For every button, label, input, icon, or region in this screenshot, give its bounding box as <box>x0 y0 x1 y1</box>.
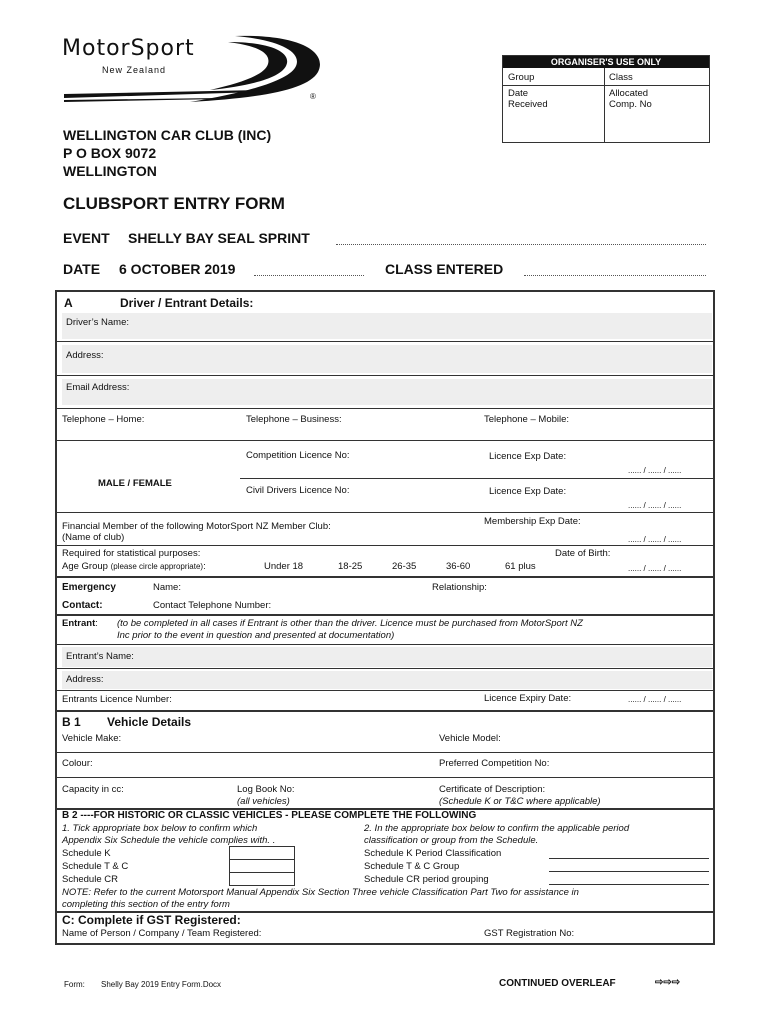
contact-label: Contact: <box>62 600 103 611</box>
sched-cr-period-line[interactable] <box>549 884 709 885</box>
sectionB2-title: B 2 ----FOR HISTORIC OR CLASSIC VEHICLES - PLEASE COMPLETE THE FOLLOWING <box>62 810 477 821</box>
event-value: SHELLY BAY SEAL SPRINT <box>128 230 310 246</box>
emergency-name-label: Name: <box>153 582 181 593</box>
organiser-box <box>502 55 710 143</box>
age-group-label <box>62 561 206 572</box>
address-field[interactable] <box>62 345 712 373</box>
entrant-address-field[interactable] <box>62 671 712 689</box>
driver-name-label: Driver’s Name: <box>66 317 129 328</box>
age-group-colon: : <box>203 561 206 572</box>
age-group-text: Age Group <box>62 561 108 572</box>
footer-form-label: Form: <box>64 980 85 989</box>
dob-label: Date of Birth: <box>555 548 611 559</box>
logbook-label: Log Book No: <box>237 784 295 795</box>
sectionA-letter: A <box>64 296 73 310</box>
age-18-25[interactable]: 18-25 <box>338 561 363 572</box>
b2-left-2: Appendix Six Schedule the vehicle complies with. . <box>62 835 276 846</box>
licence-exp-date-1[interactable]: ...... / ...... / ...... <box>628 466 682 475</box>
licence-exp-date-2[interactable]: ...... / ...... / ...... <box>628 501 682 510</box>
organiser-title: ORGANISER'S USE ONLY <box>503 56 709 68</box>
email-label: Email Address: <box>66 382 130 393</box>
financial-label: Financial Member of the following MotorSport NZ Member Club: <box>62 521 331 532</box>
logo-registered: ® <box>310 92 316 101</box>
dob-date[interactable]: ...... / ...... / ...... <box>628 564 682 573</box>
sched-cr-period-label: Schedule CR period grouping <box>364 874 489 885</box>
organiser-group: Group <box>508 72 535 83</box>
club-box: P O BOX 9072 <box>63 145 157 161</box>
statistical-label: Required for statistical purposes: <box>62 548 201 559</box>
licence-exp-label-2: Licence Exp Date: <box>489 486 567 497</box>
club-city: WELLINGTON <box>63 163 157 179</box>
name-of-club-label: (Name of club) <box>62 532 125 543</box>
tel-business-label: Telephone – Business: <box>246 414 342 425</box>
entrant-note-2: Inc prior to the event in question and presented at documentation) <box>117 630 395 641</box>
emergency-phone-label: Contact Telephone Number: <box>153 600 272 611</box>
motorsport-logo <box>60 32 330 112</box>
membership-exp-date[interactable]: ...... / ...... / ...... <box>628 535 682 544</box>
emergency-label: Emergency <box>62 582 116 593</box>
age-61plus[interactable]: 61 plus <box>505 561 536 572</box>
sectionC-title: C: Complete if GST Registered: <box>62 913 241 927</box>
age-under18[interactable]: Under 18 <box>264 561 304 572</box>
date-line[interactable] <box>254 261 364 276</box>
driver-name-field[interactable] <box>62 313 712 339</box>
entrant-name-field[interactable] <box>62 647 712 667</box>
sectionB1-letter: B 1 <box>62 715 81 729</box>
entrant-label-colon: : <box>95 618 98 629</box>
entrant-label-text: Entrant <box>62 618 96 629</box>
organiser-date-1: Date <box>508 88 529 99</box>
certificate-sub: (Schedule K or T&C where applicable) <box>439 796 601 807</box>
sched-k-period-label: Schedule K Period Classification <box>364 848 502 859</box>
sched-tc-checkbox[interactable] <box>229 859 295 873</box>
organiser-class: Class <box>609 72 633 83</box>
organiser-allocated-1: Allocated <box>609 88 649 99</box>
tel-mobile-label: Telephone – Mobile: <box>484 414 570 425</box>
logbook-sub: (all vehicles) <box>237 796 290 807</box>
gst-number-label: GST Registration No: <box>484 928 575 939</box>
sched-tc-group-label: Schedule T & C Group <box>364 861 460 872</box>
date-label: DATE <box>63 261 101 277</box>
organiser-date-2: Received <box>508 99 548 110</box>
entrant-licence-expiry-date[interactable]: ...... / ...... / ...... <box>628 695 682 704</box>
email-field[interactable] <box>62 379 712 405</box>
b2-note-2: completing this section of the entry form <box>62 899 230 910</box>
age-26-35[interactable]: 26-35 <box>392 561 417 572</box>
pref-comp-label: Preferred Competition No: <box>439 758 550 769</box>
b2-left-1: 1. Tick appropriate box below to confirm which <box>62 823 258 834</box>
event-label: EVENT <box>63 230 110 246</box>
entrant-licence-label: Entrants Licence Number: <box>62 694 172 705</box>
b2-right-2: classification or group from the Schedule. <box>364 835 539 846</box>
event-line[interactable] <box>336 230 706 245</box>
sched-cr-checkbox[interactable] <box>229 872 295 886</box>
entrant-label <box>62 618 98 629</box>
entrant-note-1: (to be completed in all cases if Entrant is other than the driver. Licence must be purchased from MotorSport NZ <box>117 618 583 629</box>
club-name: WELLINGTON CAR CLUB (INC) <box>63 127 272 143</box>
age-group-hint: (please circle appropriate) <box>110 562 204 571</box>
logo-sub: New Zealand <box>102 65 167 75</box>
licence-exp-label-1: Licence Exp Date: <box>489 451 567 462</box>
capacity-label: Capacity in cc: <box>62 784 124 795</box>
colour-label: Colour: <box>62 758 93 769</box>
entrant-name-label: Entrant’s Name: <box>66 651 134 662</box>
entrant-address-label: Address: <box>66 674 104 685</box>
footer-form-name: Shelly Bay 2019 Entry Form.Docx <box>101 980 222 989</box>
gst-name-label: Name of Person / Company / Team Registered: <box>62 928 262 939</box>
sched-k-period-line[interactable] <box>549 858 709 859</box>
date-value: 6 OCTOBER 2019 <box>119 261 236 277</box>
class-entered-line[interactable] <box>524 261 706 276</box>
footer-arrows-icon: ⇨⇨⇨ <box>655 977 681 988</box>
membership-exp-label: Membership Exp Date: <box>484 516 581 527</box>
male-female-label[interactable]: MALE / FEMALE <box>98 478 172 489</box>
sched-k-checkbox[interactable] <box>229 846 295 860</box>
class-entered-label: CLASS ENTERED <box>385 261 504 277</box>
civil-licence-label: Civil Drivers Licence No: <box>246 485 350 496</box>
entrant-licence-expiry-label: Licence Expiry Date: <box>484 693 572 704</box>
vehicle-model-label: Vehicle Model: <box>439 733 501 744</box>
sectionA-title: Driver / Entrant Details: <box>120 296 254 310</box>
logo-brand: MotorSport <box>62 36 195 61</box>
vehicle-make-label: Vehicle Make: <box>62 733 122 744</box>
sched-k-label: Schedule K <box>62 848 111 859</box>
footer-continued: CONTINUED OVERLEAF <box>499 978 616 989</box>
b2-right-1: 2. In the appropriate box below to confirm the applicable period <box>364 823 630 834</box>
form-title: CLUBSPORT ENTRY FORM <box>63 194 285 213</box>
certificate-label: Certificate of Description: <box>439 784 546 795</box>
sched-cr-label: Schedule CR <box>62 874 118 885</box>
comp-licence-label: Competition Licence No: <box>246 450 350 461</box>
emergency-relationship-label: Relationship: <box>432 582 487 593</box>
age-36-60[interactable]: 36-60 <box>446 561 471 572</box>
organiser-allocated-2: Comp. No <box>609 99 652 110</box>
tel-home-label: Telephone – Home: <box>62 414 145 425</box>
b2-note-1: NOTE: Refer to the current Motorsport Manual Appendix Six Section Three vehicle Classification Part Two for assistance in <box>62 887 579 898</box>
sched-tc-group-line[interactable] <box>549 871 709 872</box>
sched-tc-label: Schedule T & C <box>62 861 129 872</box>
address-label: Address: <box>66 350 104 361</box>
sectionB1-title: Vehicle Details <box>107 715 192 729</box>
